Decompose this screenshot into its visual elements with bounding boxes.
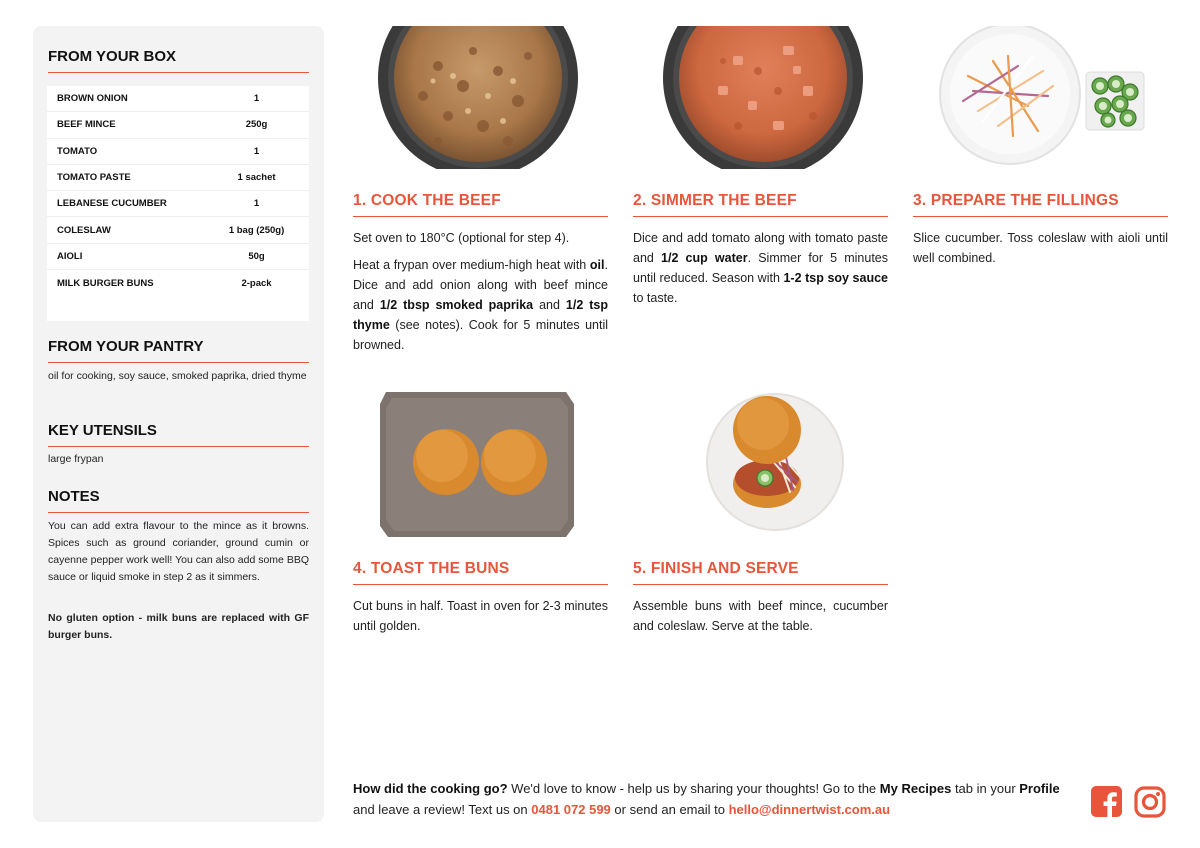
ingredient-name: LEBANESE CUCUMBER [57,198,167,210]
pantry-text: oil for cooking, soy sauce, smoked paprika, dried thyme [48,370,307,382]
feedback-text: tab in your [951,781,1020,796]
ingredient-qty: 1 [253,93,260,105]
emphasis-text: 1/2 tbsp smoked paprika [379,298,534,312]
step-5-title: 5. FINISH AND SERVE [633,560,888,585]
from-your-pantry-heading: FROM YOUR PANTRY [48,338,309,363]
ingredient-row [47,191,309,217]
ingredient-qty: 250g [245,119,268,131]
ingredient-qty: 2-pack [241,277,272,289]
ingredient-qty: 50g [248,250,265,262]
text-segment: to taste. [633,291,678,305]
instagram-icon[interactable] [1133,785,1167,819]
finished-burger-photo [705,392,845,532]
toast-buns-photo [378,392,578,537]
emphasis-text: 1-2 tsp soy sauce [783,271,888,285]
notes-text: You can add extra flavour to the mince as it browns. Spices such as ground coriander, ground cumin or cayenne pepper work well! You can also add some BBQ sauce or liquid smoke in step 2 as it simmers. [48,520,309,583]
step-1-text-oven: Set oven to 180°C (optional for step 4). [353,231,570,245]
ingredient-qty: 1 bag (250g) [228,224,285,236]
facebook-icon[interactable] [1090,785,1124,819]
step-1-text-method [353,255,608,355]
ingredient-name: TOMATO [57,145,98,157]
from-your-box-heading: FROM YOUR BOX [48,48,309,73]
step-1-title: 1. COOK THE BEEF [353,192,608,217]
ingredient-name: BEEF MINCE [57,119,116,131]
ingredients-sidebar [33,26,324,822]
step-3-text: Slice cucumber. Toss coleslaw with aioli until well combined. [913,231,1168,265]
ingredients-table [47,86,309,321]
text-segment: Heat a frypan over medium-high heat with [353,258,590,272]
ingredient-name: AIOLI [57,250,83,262]
step-3-title: 3. PREPARE THE FILLINGS [913,192,1168,217]
emphasis-text: oil [589,258,605,272]
ingredient-row [47,139,309,165]
text-segment: . Dice and add onion along with beef mince and [353,258,608,312]
ingredient-qty: 1 [253,145,260,157]
phone-link[interactable]: 0481 072 599 [531,802,611,817]
step-4-text: Cut buns in half. Toast in oven for 2-3 minutes until golden. [353,599,608,633]
my-recipes-link[interactable]: My Recipes [879,781,952,796]
ingredient-row [47,217,309,243]
emphasis-text: 1/2 cup water [661,251,748,265]
ingredient-row [47,244,309,270]
ingredient-row [47,86,309,112]
ingredient-name: MILK BURGER BUNS [57,277,154,289]
step-4-title: 4. TOAST THE BUNS [353,560,608,585]
fillings-photo [938,26,1148,166]
cook-beef-photo [378,26,578,169]
utensils-text: large frypan [48,453,104,465]
ingredient-qty: 1 [253,198,260,210]
text-segment: (see notes). Cook for 5 minutes until browned. [353,318,608,352]
step-2-title: 2. SIMMER THE BEEF [633,192,888,217]
simmer-beef-photo [663,26,863,169]
emphasis-text: 1/2 tsp thyme [353,298,608,332]
feedback-footer [353,778,1073,820]
text-segment: . Simmer for 5 minutes until reduced. Season with [633,251,889,285]
feedback-text: and leave a review! Text us on [353,802,532,817]
feedback-text: We'd love to know - help us by sharing your thoughts! Go to the [507,781,880,796]
ingredient-name: TOMATO PASTE [57,172,131,184]
step-5-text: Assemble buns with beef mince, cucumber and coleslaw. Serve at the table. [633,599,888,633]
email-link[interactable]: hello@dinnertwist.com.au [728,802,891,817]
ingredient-row [47,112,309,138]
notes-heading: NOTES [48,488,309,513]
ingredient-name: COLESLAW [57,224,111,236]
ingredient-row [47,270,309,296]
ingredient-qty: 1 sachet [237,172,276,184]
text-segment: and [533,298,566,312]
feedback-text: or send an email to [610,802,729,817]
step-2-text [633,228,888,308]
ingredient-name: BROWN ONION [57,93,128,105]
feedback-question: How did the cooking go? [353,781,508,796]
notes-gluten-text: No gluten option - milk buns are replaced with GF burger buns. [48,612,309,641]
key-utensils-heading: KEY UTENSILS [48,422,309,447]
profile-link[interactable]: Profile [1019,781,1060,796]
ingredient-row [47,165,309,191]
text-segment: Dice and add tomato along with tomato paste and [633,231,888,265]
